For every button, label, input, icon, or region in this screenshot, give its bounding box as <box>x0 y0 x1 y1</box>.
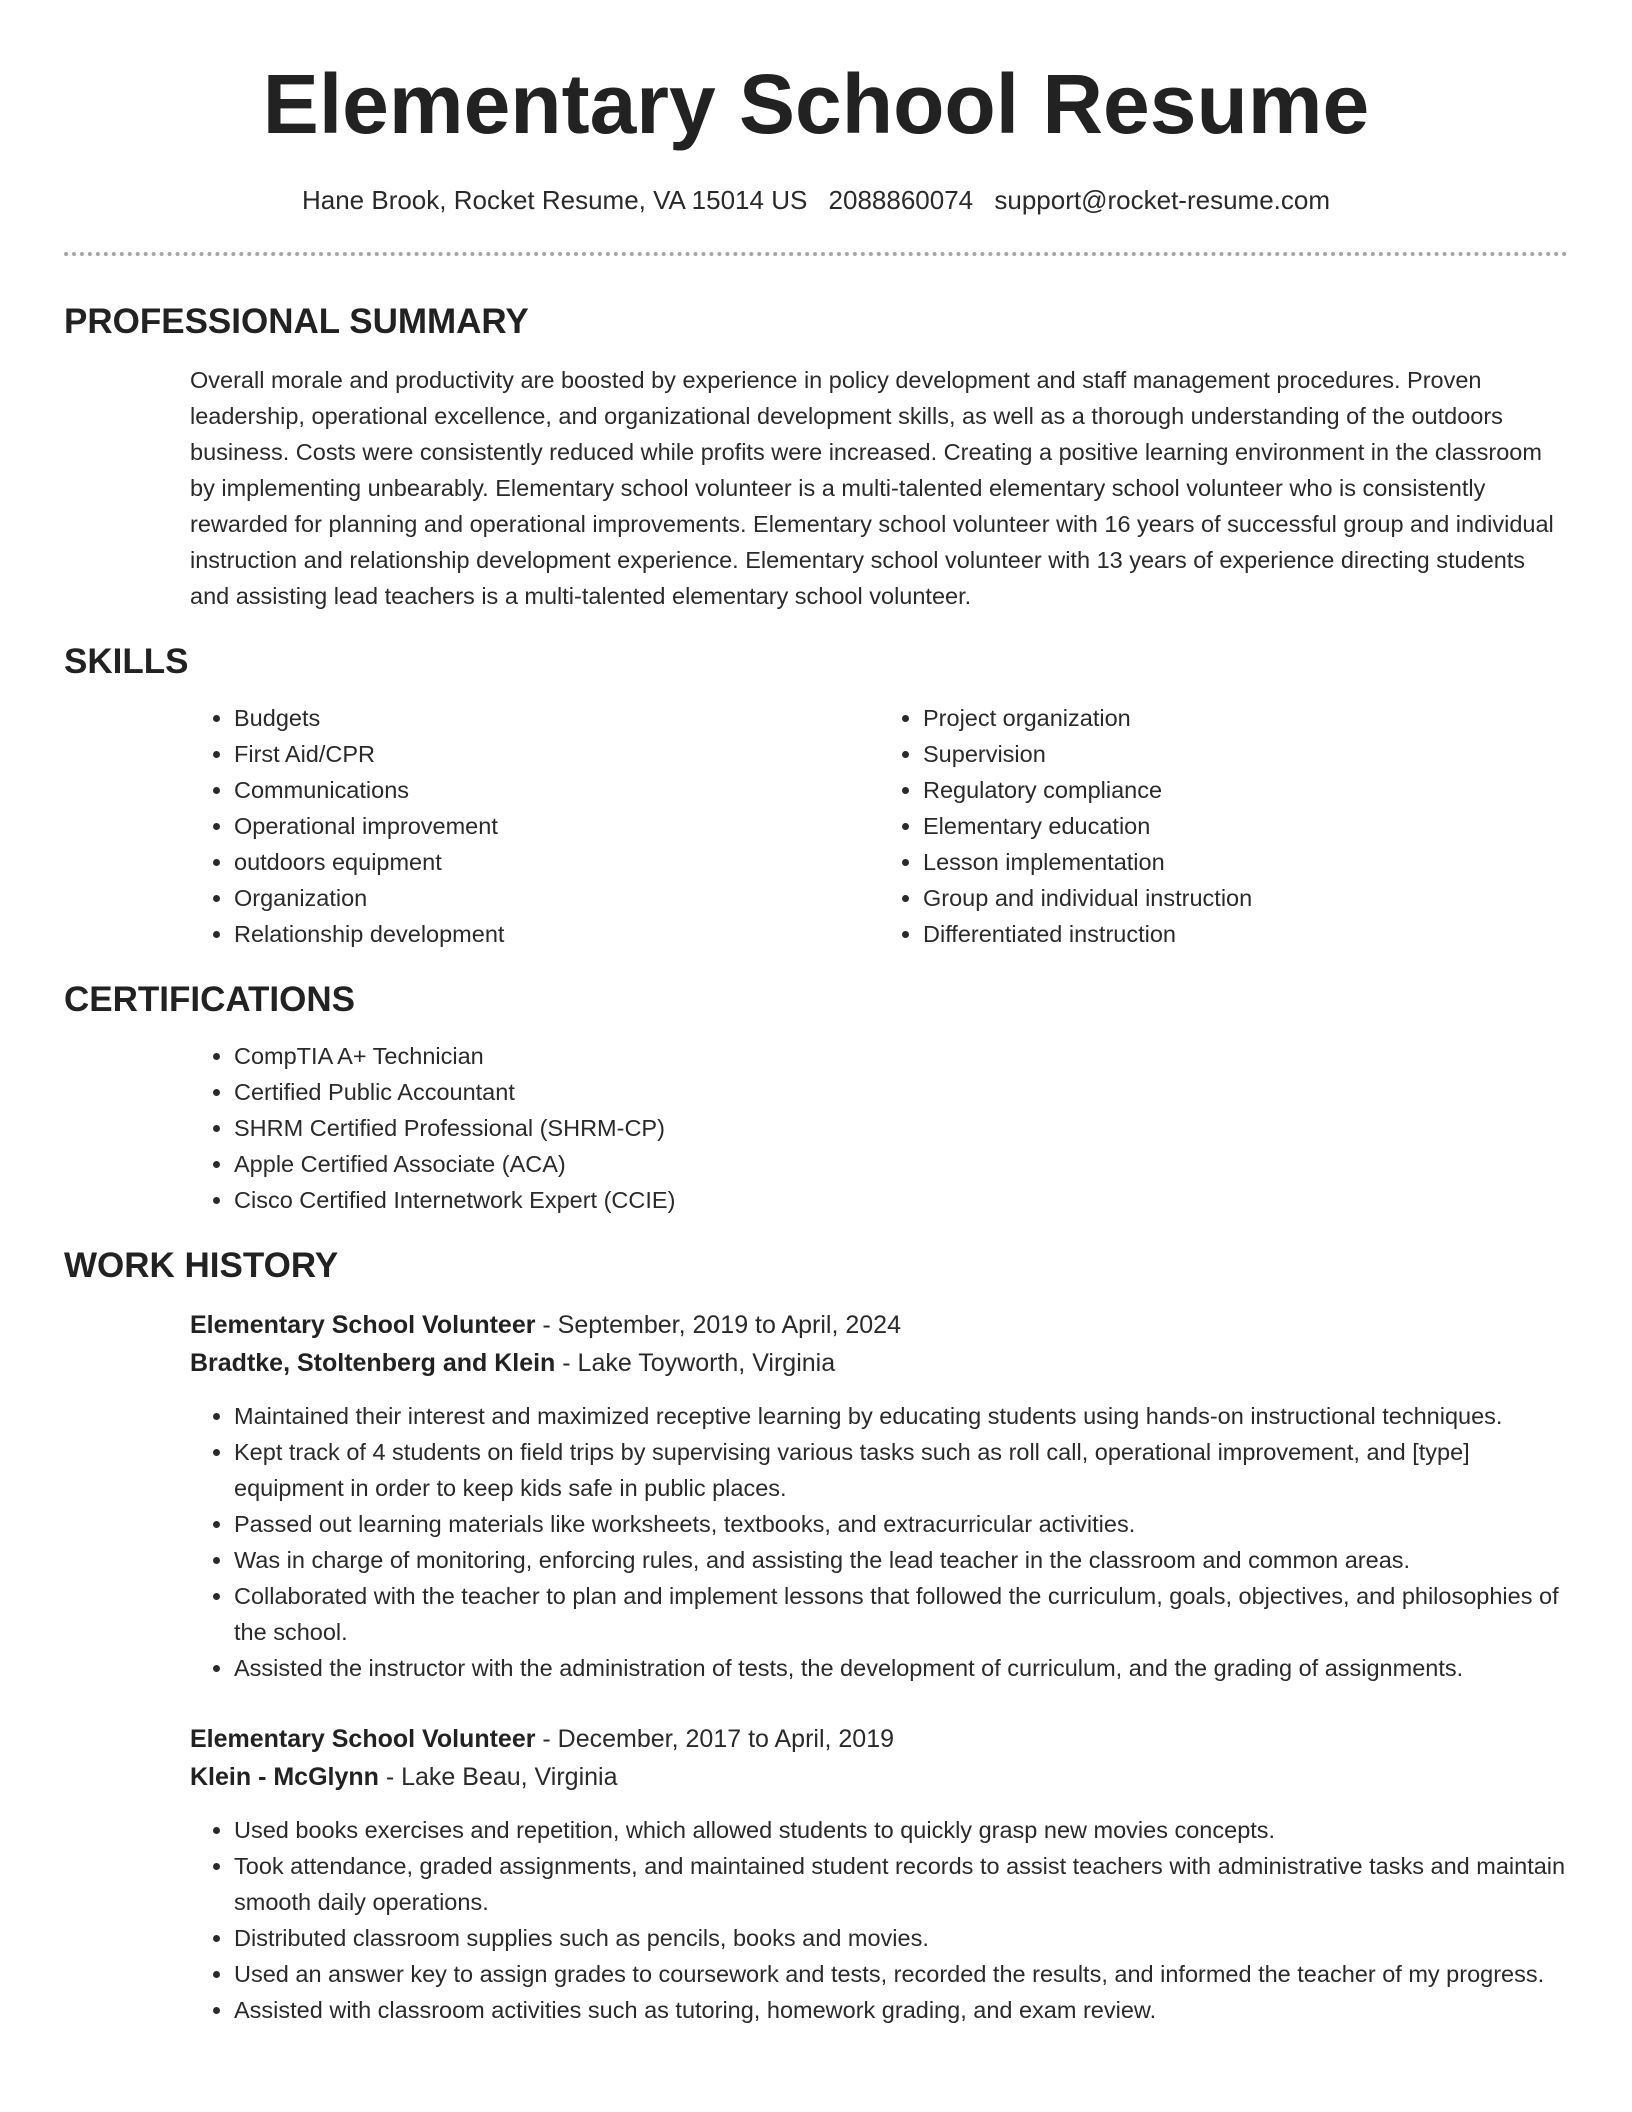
job-bullet: • Kept track of 4 students on field trips by supervising various tasks such as roll call, operational improvement, and [type] equipment in order to keep kids safe in public places. <box>234 1434 1568 1506</box>
certifications-heading: CERTIFICATIONS <box>64 980 356 1019</box>
job-bullet: • Passed out learning materials like worksheets, textbooks, and extracurricular activities. <box>234 1506 1568 1542</box>
skill-item: • Project organization <box>923 700 1568 736</box>
job-bullet: • Distributed classroom supplies such as pencils, books and movies. <box>234 1920 1568 1956</box>
job-bullet: • Maintained their interest and maximized receptive learning by educating students using hands-on instructional techniques. <box>234 1398 1568 1434</box>
job-title-line <box>190 1720 1568 1758</box>
job-company-line <box>190 1344 1568 1382</box>
skills-list-right <box>879 700 1568 952</box>
contact-email: support@rocket-resume.com <box>994 185 1331 215</box>
skill-item: • Organization <box>234 880 879 916</box>
job-bullet: • Used books exercises and repetition, which allowed students to quickly grasp new movies concepts. <box>234 1812 1568 1848</box>
skill-item: • outdoors equipment <box>234 844 879 880</box>
job-location: - Lake Beau, Virginia <box>378 1763 618 1791</box>
job-bullet: • Was in charge of monitoring, enforcing rules, and assisting the lead teacher in the classroom and common areas. <box>234 1542 1568 1578</box>
skills-columns <box>190 700 1568 952</box>
skill-item: • Regulatory compliance <box>923 772 1568 808</box>
skill-item: • Operational improvement <box>234 808 879 844</box>
skill-item: • Elementary education <box>923 808 1568 844</box>
skill-item: • Relationship development <box>234 916 879 952</box>
work-history-heading: WORK HISTORY <box>64 1246 339 1285</box>
job-bullet: • Assisted the instructor with the administration of tests, the development of curriculum, and the grading of assignments. <box>234 1650 1568 1686</box>
skill-item: • Budgets <box>234 700 879 736</box>
skill-item: • Group and individual instruction <box>923 880 1568 916</box>
header-divider <box>64 252 1568 256</box>
job-entry <box>190 1306 1568 1686</box>
job-company-line <box>190 1758 1568 1796</box>
skill-item: • First Aid/CPR <box>234 736 879 772</box>
skills-list-left <box>190 700 879 952</box>
contact-line <box>64 182 1568 218</box>
resume-page <box>64 0 1568 2028</box>
job-bullet: • Took attendance, graded assignments, and maintained student records to assist teachers with administrative tasks and maintain smooth daily operations. <box>234 1848 1568 1920</box>
job-entry <box>190 1720 1568 2028</box>
job-bullet: • Assisted with classroom activities such as tutoring, homework grading, and exam review. <box>234 1992 1568 2028</box>
job-title: Elementary School Volunteer <box>190 1311 536 1339</box>
certifications-list <box>190 1038 1568 1218</box>
summary-heading: PROFESSIONAL SUMMARY <box>64 302 529 341</box>
job-bullets <box>190 1812 1568 2028</box>
certification-item: • Apple Certified Associate (ACA) <box>234 1146 1568 1182</box>
job-bullet: • Used an answer key to assign grades to coursework and tests, recorded the results, and informed the teacher of my progress. <box>234 1956 1568 1992</box>
skill-item: • Differentiated instruction <box>923 916 1568 952</box>
certification-item: • SHRM Certified Professional (SHRM-CP) <box>234 1110 1568 1146</box>
job-company: Bradtke, Stoltenberg and Klein <box>190 1349 556 1377</box>
job-dates: - December, 2017 to April, 2019 <box>535 1725 895 1753</box>
contact-phone: 2088860074 <box>828 185 974 215</box>
job-location: - Lake Toyworth, Virginia <box>555 1349 836 1377</box>
skill-item: • Supervision <box>923 736 1568 772</box>
job-bullets <box>190 1398 1568 1686</box>
skill-item: • Lesson implementation <box>923 844 1568 880</box>
resume-title: Elementary School Resume <box>262 57 1370 151</box>
skill-item: • Communications <box>234 772 879 808</box>
certification-item: • CompTIA A+ Technician <box>234 1038 1568 1074</box>
job-company: Klein - McGlynn <box>190 1763 379 1791</box>
certification-item: • Cisco Certified Internetwork Expert (CCIE) <box>234 1182 1568 1218</box>
certification-item: • Certified Public Accountant <box>234 1074 1568 1110</box>
job-title-line <box>190 1306 1568 1344</box>
job-title: Elementary School Volunteer <box>190 1725 536 1753</box>
skills-heading: SKILLS <box>64 642 189 681</box>
job-bullet: • Collaborated with the teacher to plan and implement lessons that followed the curriculum, goals, objectives, and philosophies of the school. <box>234 1578 1568 1650</box>
contact-address: Hane Brook, Rocket Resume, VA 15014 US <box>301 185 808 215</box>
summary-text: Overall morale and productivity are boosted by experience in policy development and staff management procedures. Proven leadership, operational excellence, and organizational development skills, as well as a thorough understanding of the outdoors business. Costs were consistently reduced while profits were increased. Creating a positive learning environment in the classroom by implementing unbearably. Elementary school volunteer is a multi-talented elementary school volunteer who is consistently rewarded for planning and operational improvements. Elementary school volunteer with 16 years of successful group and individual instruction and relationship development experience. Elementary school volunteer with 13 years of experience directing students and assisting lead teachers is a multi-talented elementary school volunteer. <box>190 367 1554 609</box>
job-dates: - September, 2019 to April, 2024 <box>535 1311 901 1339</box>
